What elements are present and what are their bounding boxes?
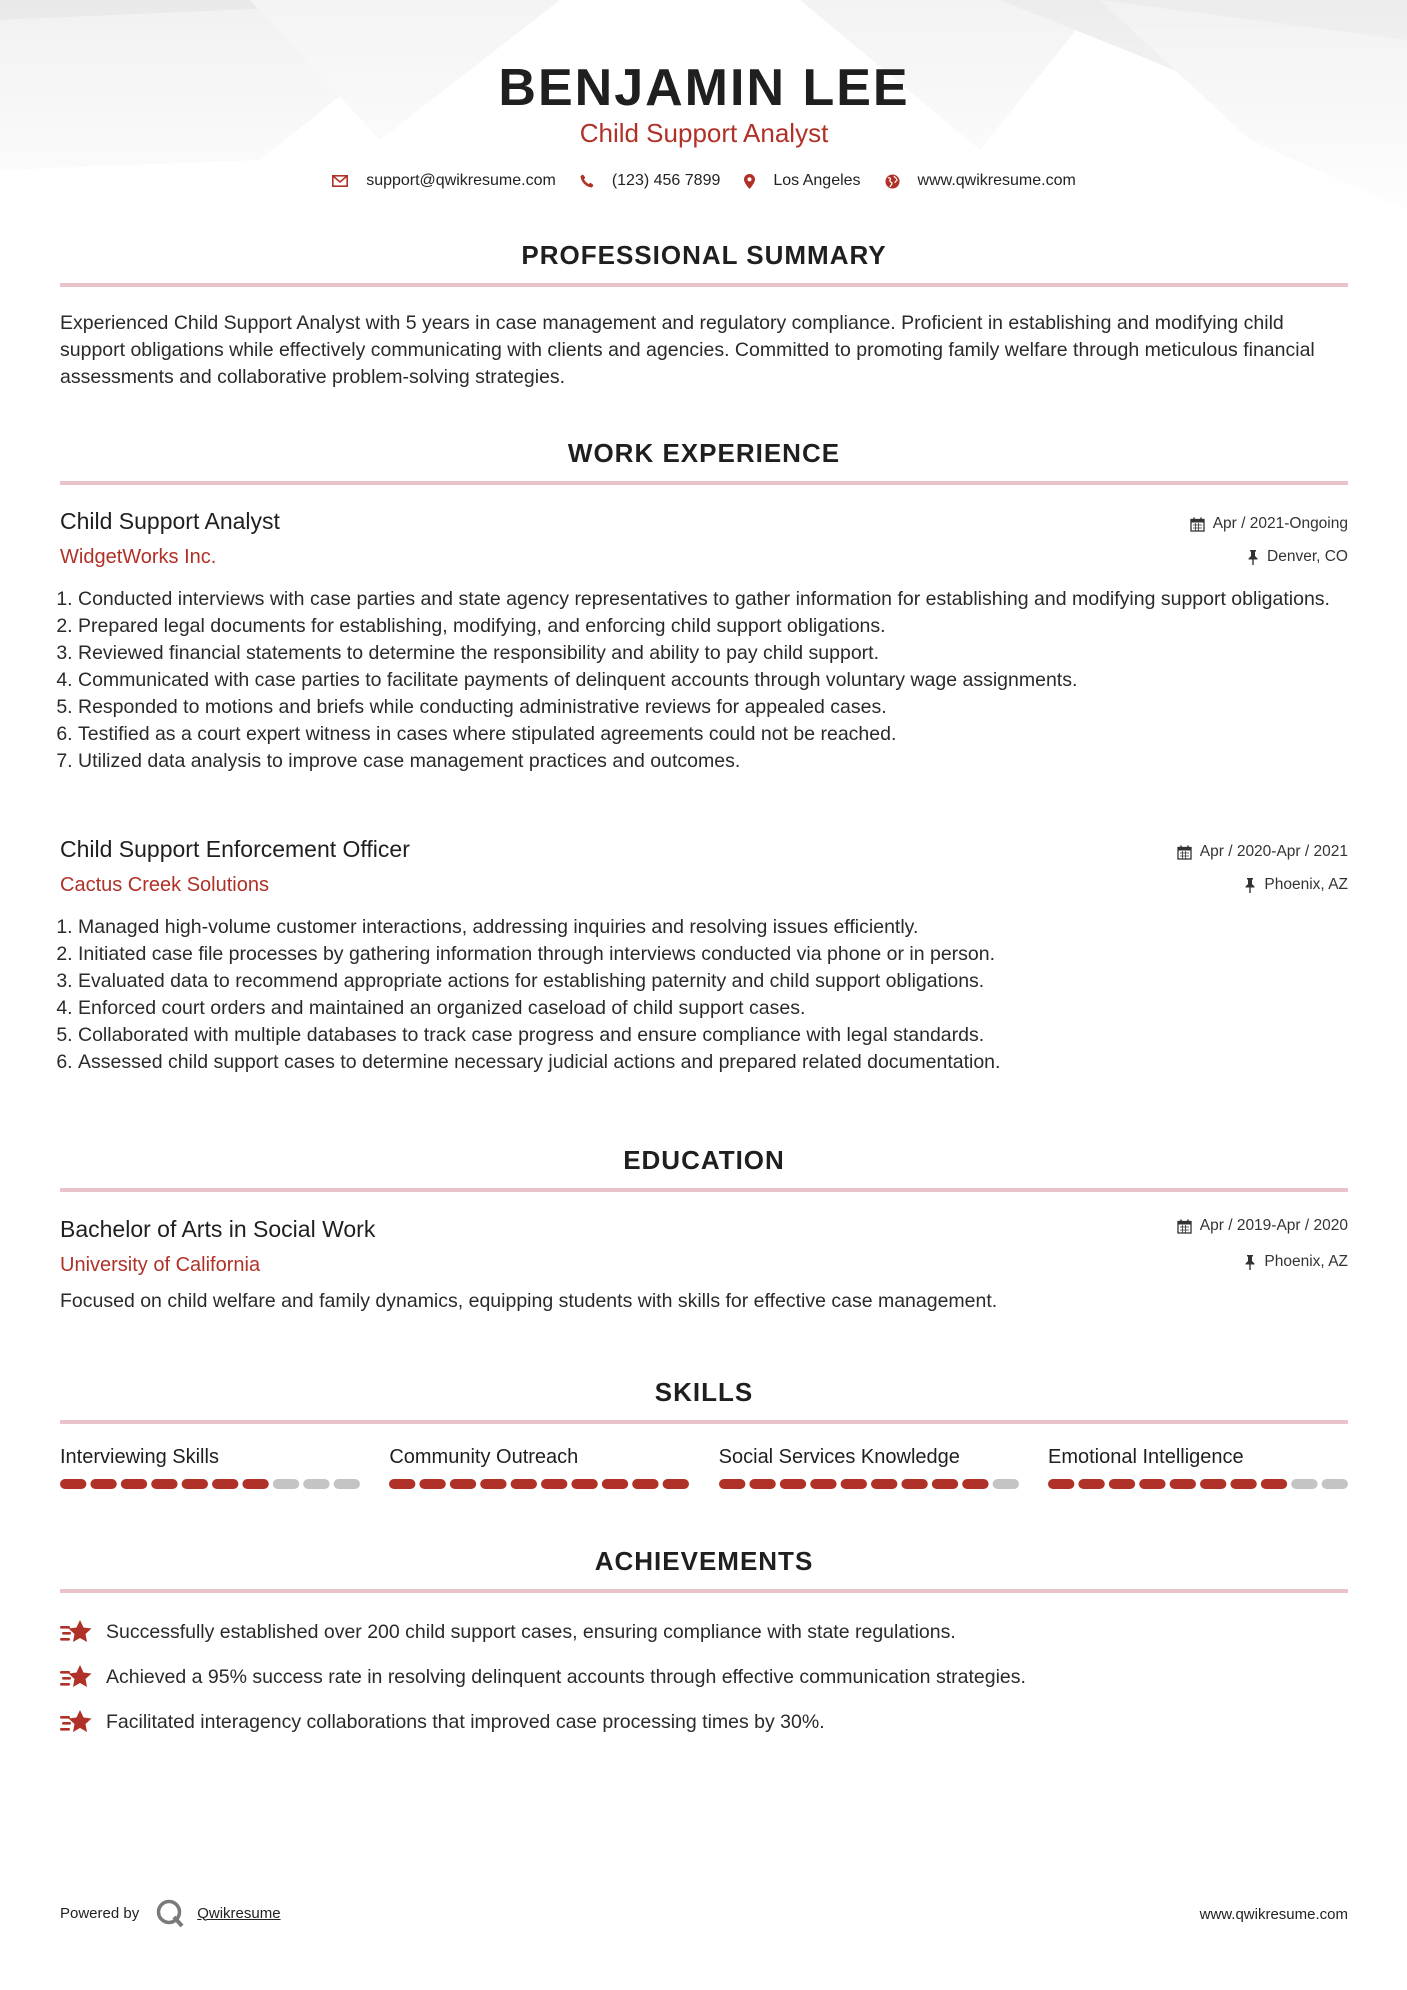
list-item: 2. Initiated case file processes by gathering information through interviews conducted via phone or in person. [78, 941, 1348, 968]
achievement-item [60, 1663, 1026, 1691]
skill-segment-filled [719, 1479, 745, 1489]
experience-heading: WORK EXPERIENCE [567, 438, 841, 468]
skill-segment-filled [1109, 1479, 1135, 1489]
job-location-text: Denver, CO [1267, 548, 1348, 565]
achievement-item [60, 1618, 956, 1646]
contact-bar [60, 172, 1348, 190]
email-text: support@qwikresume.com [366, 172, 556, 189]
skill-segment-filled [749, 1479, 775, 1489]
skill-bar-svg [60, 1479, 360, 1489]
list-item: 1. Conducted interviews with case parties and state agency representatives to gather information for establishing and modifying support obligations. [78, 586, 1348, 613]
skill-segment-empty [1291, 1479, 1317, 1489]
job-company: WidgetWorks Inc. [60, 546, 217, 568]
shooting-star-icon [60, 1663, 94, 1691]
skill-segment-filled [779, 1479, 805, 1489]
skill-segment-filled [121, 1479, 147, 1489]
skill-segment-filled [840, 1479, 866, 1489]
summary-text: Experienced Child Support Analyst with 5 years in case management and regulatory compliance. Proficient in establishing and modifying child support obligations while effectively communicating with clients and agencies. Committed to promoting family welfare through meticulous financial assessments and collaborative problem-solving strategies. [60, 312, 1315, 388]
skill-segment-empty [303, 1479, 329, 1489]
skill-segment-filled [90, 1479, 116, 1489]
contact-email[interactable] [332, 172, 556, 190]
skill-segment-empty [273, 1479, 299, 1489]
skill-segment-filled [1230, 1479, 1256, 1489]
shooting-star-icon [60, 1708, 94, 1736]
skill-segment-filled [151, 1479, 177, 1489]
skill-item [719, 1446, 1019, 1489]
degree-title: Bachelor of Arts in Social Work [60, 1216, 376, 1242]
list-item: 4. Enforced court orders and maintained an organized caseload of child support cases. [78, 995, 1348, 1022]
skills-divider [60, 1420, 1348, 1424]
skill-segment-filled [420, 1479, 446, 1489]
powered-by-label: Powered by [60, 1904, 140, 1922]
list-item: 3. Evaluated data to recommend appropriate actions for establishing paternity and child support obligations. [78, 968, 1348, 995]
calendar-icon [1177, 1219, 1192, 1234]
skill-rating-bar [389, 1479, 689, 1489]
pushpin-icon [1244, 878, 1256, 893]
skill-segment-filled [931, 1479, 957, 1489]
list-item: 6. Testified as a court expert witness in cases where stipulated agreements could not be reached. [78, 721, 1348, 748]
list-item: 3. Reviewed financial statements to determine the responsibility and ability to pay child support. [78, 640, 1348, 667]
experience-divider [60, 481, 1348, 485]
skill-name: Interviewing Skills [60, 1446, 219, 1468]
summary-divider [60, 283, 1348, 287]
achievements-heading: ACHIEVEMENTS [594, 1546, 814, 1576]
skill-name: Social Services Knowledge [718, 1446, 960, 1468]
summary-heading: PROFESSIONAL SUMMARY [521, 240, 887, 270]
footer-website[interactable]: www.qwikresume.com [1199, 1906, 1348, 1923]
skill-segment-filled [663, 1479, 689, 1489]
skill-segment-empty [992, 1479, 1018, 1489]
job-date-text: Apr / 2021-Ongoing [1212, 515, 1348, 532]
skill-segment-empty [1322, 1479, 1348, 1489]
skill-segment-filled [212, 1479, 238, 1489]
achievement-item [60, 1708, 825, 1736]
skill-segment-filled [242, 1479, 268, 1489]
achievement-text: Successfully established over 200 child support cases, ensuring compliance with state regulations. [106, 1620, 956, 1643]
list-item: 7. Utilized data analysis to improve case management practices and outcomes. [78, 748, 1348, 775]
achievement-text: Facilitated interagency collaborations that improved case processing times by 30%. [106, 1710, 825, 1733]
skill-segment-filled [1170, 1479, 1196, 1489]
education-divider [60, 1188, 1348, 1192]
skill-segment-filled [1139, 1479, 1165, 1489]
skill-segment-filled [633, 1479, 659, 1489]
skill-bar-svg [719, 1479, 1019, 1489]
skill-rating-bar [719, 1479, 1019, 1489]
education-date [1177, 1217, 1348, 1235]
skill-segment-filled [1078, 1479, 1104, 1489]
education-heading: EDUCATION [623, 1145, 785, 1175]
skill-segment-filled [511, 1479, 537, 1489]
skill-rating-bar [60, 1479, 360, 1489]
skill-item [389, 1446, 689, 1489]
school-name: University of California [60, 1254, 261, 1276]
qwikresume-link[interactable]: Qwikresume [197, 1904, 281, 1922]
skill-item [60, 1446, 360, 1489]
map-pin-icon [744, 174, 755, 189]
skill-segment-filled [871, 1479, 897, 1489]
website-text: www.qwikresume.com [917, 172, 1076, 189]
skill-segment-filled [481, 1479, 507, 1489]
skill-segment-filled [572, 1479, 598, 1489]
skill-segment-filled [182, 1479, 208, 1489]
footer-powered-by [60, 1898, 281, 1928]
skill-segment-empty [334, 1479, 360, 1489]
achievements-divider [60, 1589, 1348, 1593]
list-item: 4. Communicated with case parties to facilitate payments of delinquent accounts through voluntary wage assignments. [78, 667, 1348, 694]
phone-icon [580, 174, 594, 188]
skill-name: Community Outreach [389, 1446, 579, 1468]
envelope-icon [332, 175, 348, 187]
achievement-text: Achieved a 95% success rate in resolving delinquent accounts through effective communication strategies. [106, 1665, 1026, 1688]
skill-segment-filled [1048, 1479, 1074, 1489]
job-location-text: Phoenix, AZ [1264, 876, 1348, 893]
phone-text: (123) 456 7899 [611, 172, 721, 189]
pushpin-icon [1247, 550, 1259, 565]
education-description: Focused on child welfare and family dynamics, equipping students with skills for effective case management. [60, 1290, 998, 1312]
education-location [1244, 1253, 1348, 1271]
skill-segment-filled [450, 1479, 476, 1489]
education-location-text: Phoenix, AZ [1264, 1253, 1348, 1270]
shooting-star-icon [60, 1618, 94, 1646]
skill-segment-filled [1261, 1479, 1287, 1489]
skill-segment-filled [389, 1479, 415, 1489]
contact-location [744, 172, 860, 190]
skill-segment-filled [810, 1479, 836, 1489]
calendar-icon [1190, 517, 1205, 532]
job-date-text: Apr / 2020-Apr / 2021 [1199, 843, 1348, 860]
job-company: Cactus Creek Solutions [60, 874, 269, 896]
skill-bar-svg [1048, 1479, 1348, 1489]
skill-rating-bar [1048, 1479, 1348, 1489]
list-item: 6. Assessed child support cases to determine necessary judicial actions and prepared related documentation. [78, 1049, 1348, 1076]
skills-list [60, 1446, 1348, 1489]
pushpin-icon [1244, 1255, 1256, 1270]
skill-segment-filled [901, 1479, 927, 1489]
job-bullets [60, 586, 1348, 775]
list-item: 5. Responded to motions and briefs while conducting administrative reviews for appealed cases. [78, 694, 1348, 721]
list-item: 1. Managed high-volume customer interactions, addressing inquiries and resolving issues efficiently. [78, 914, 1348, 941]
job-location [1244, 876, 1348, 894]
job-bullets [60, 914, 1348, 1076]
skill-segment-filled [60, 1479, 86, 1489]
contact-website[interactable] [885, 172, 1076, 190]
skill-item [1048, 1446, 1348, 1489]
qwikresume-logo-icon [155, 1898, 185, 1928]
job-location [1247, 548, 1348, 566]
job-date [1190, 515, 1348, 533]
contact-phone[interactable] [580, 172, 721, 190]
skill-bar-svg [389, 1479, 689, 1489]
skill-segment-filled [962, 1479, 988, 1489]
globe-icon [885, 174, 900, 189]
list-item: 5. Collaborated with multiple databases to track case progress and ensure compliance with legal standards. [78, 1022, 1348, 1049]
job-title: Child Support Analyst [60, 508, 280, 534]
skill-segment-filled [602, 1479, 628, 1489]
candidate-role: Child Support Analyst [579, 118, 829, 148]
location-text: Los Angeles [773, 172, 861, 189]
education-date-text: Apr / 2019-Apr / 2020 [1199, 1217, 1348, 1234]
job-date [1177, 843, 1348, 861]
skill-segment-filled [1200, 1479, 1226, 1489]
skills-heading: SKILLS [654, 1377, 754, 1407]
skill-segment-filled [541, 1479, 567, 1489]
list-item: 2. Prepared legal documents for establishing, modifying, and enforcing child support obligations. [78, 613, 1348, 640]
skill-name: Emotional Intelligence [1047, 1446, 1244, 1468]
candidate-name: BENJAMIN LEE [498, 59, 910, 117]
calendar-icon [1177, 845, 1192, 860]
job-title: Child Support Enforcement Officer [60, 836, 410, 862]
